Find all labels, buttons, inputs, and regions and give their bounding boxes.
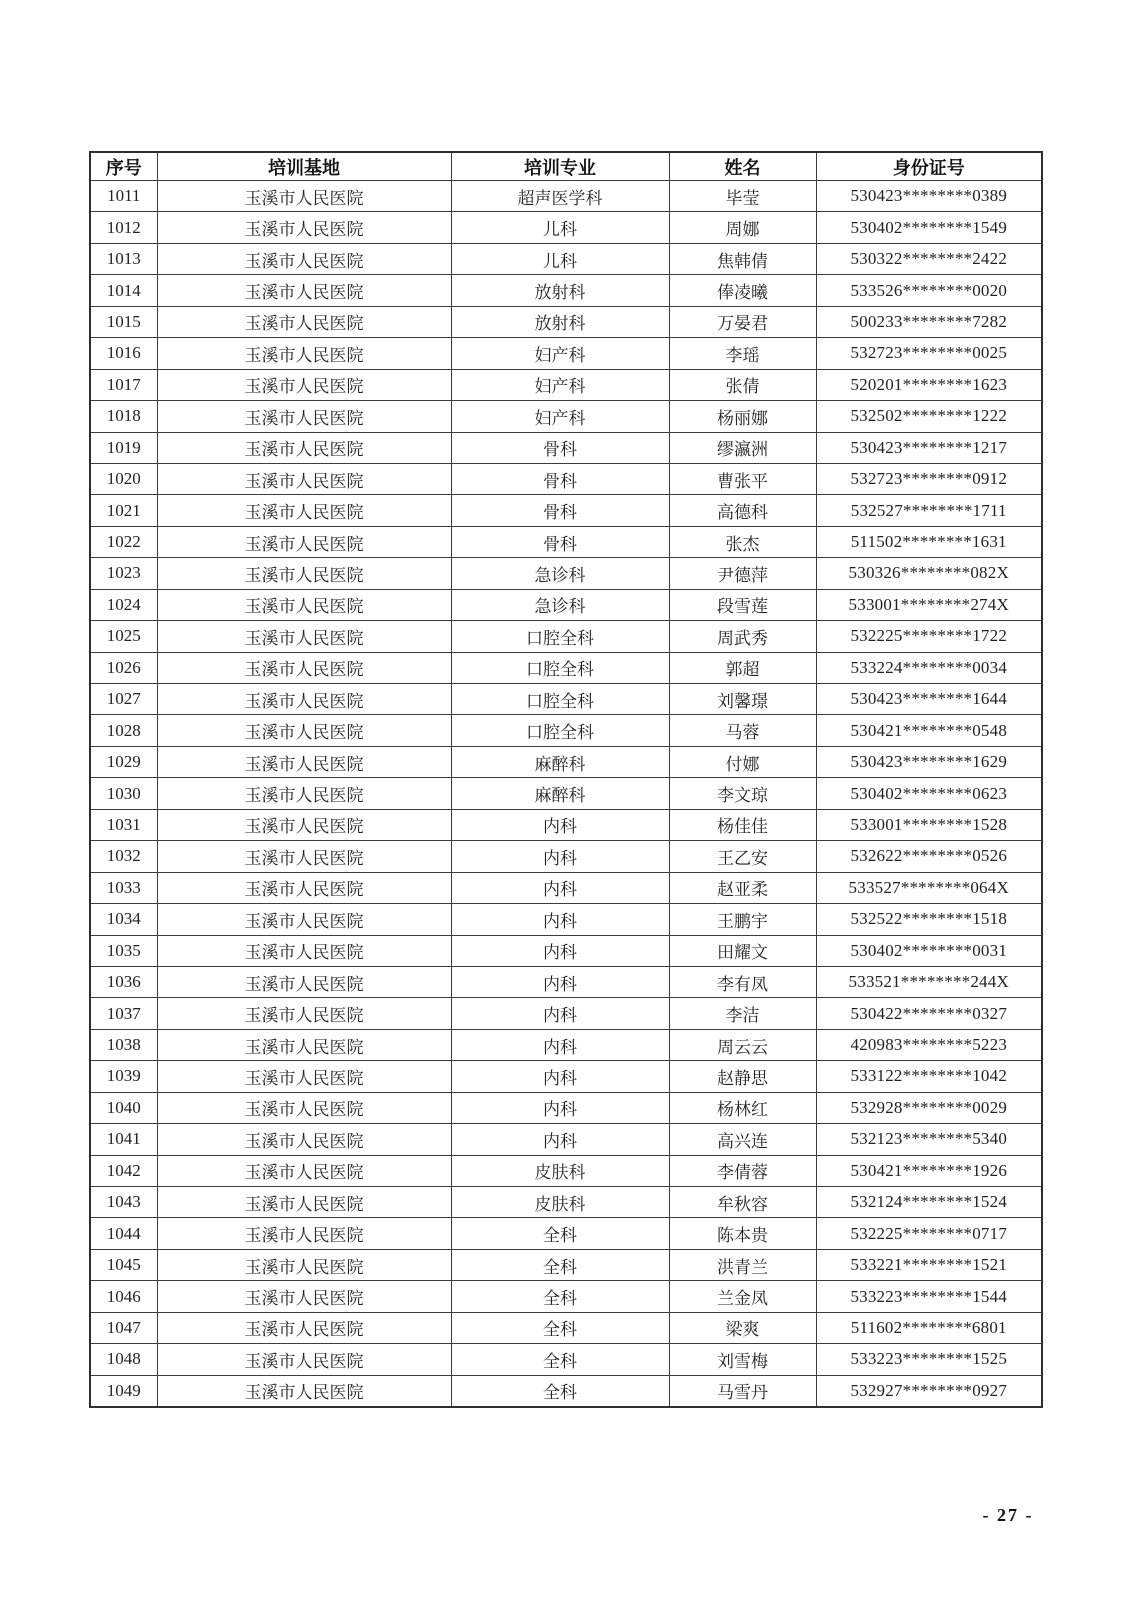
cell-name: 高德科 — [669, 495, 816, 526]
cell-serial-number: 1042 — [90, 1155, 157, 1186]
cell-id-number: 532927********0927 — [816, 1375, 1042, 1407]
cell-training-specialty: 全科 — [451, 1249, 669, 1280]
cell-serial-number: 1030 — [90, 778, 157, 809]
table-row — [90, 872, 1042, 903]
cell-serial-number: 1021 — [90, 495, 157, 526]
cell-serial-number: 1044 — [90, 1218, 157, 1249]
cell-training-base: 玉溪市人民医院 — [157, 1124, 451, 1155]
cell-training-base: 玉溪市人民医院 — [157, 401, 451, 432]
cell-training-specialty: 内科 — [451, 1029, 669, 1060]
cell-id-number: 533223********1525 — [816, 1344, 1042, 1375]
cell-serial-number: 1033 — [90, 872, 157, 903]
cell-id-number: 530423********1644 — [816, 684, 1042, 715]
cell-serial-number: 1032 — [90, 841, 157, 872]
table-row — [90, 463, 1042, 494]
cell-id-number: 533221********1521 — [816, 1249, 1042, 1280]
table-row — [90, 809, 1042, 840]
cell-name: 赵静思 — [669, 1061, 816, 1092]
cell-training-base: 玉溪市人民医院 — [157, 1061, 451, 1092]
cell-training-specialty: 内科 — [451, 935, 669, 966]
cell-name: 王鹏宇 — [669, 904, 816, 935]
cell-name: 马蓉 — [669, 715, 816, 746]
table-row — [90, 589, 1042, 620]
cell-training-base: 玉溪市人民医院 — [157, 841, 451, 872]
table-row — [90, 1218, 1042, 1249]
table-row — [90, 338, 1042, 369]
table-row — [90, 778, 1042, 809]
cell-name: 兰金凤 — [669, 1281, 816, 1312]
cell-training-specialty: 儿科 — [451, 212, 669, 243]
cell-training-specialty: 放射科 — [451, 275, 669, 306]
cell-name: 缪瀛洲 — [669, 432, 816, 463]
cell-training-specialty: 内科 — [451, 904, 669, 935]
cell-training-base: 玉溪市人民医院 — [157, 275, 451, 306]
cell-training-base: 玉溪市人民医院 — [157, 243, 451, 274]
cell-id-number: 530402********0031 — [816, 935, 1042, 966]
table-row — [90, 1187, 1042, 1218]
cell-training-base: 玉溪市人民医院 — [157, 998, 451, 1029]
cell-id-number: 530402********1549 — [816, 212, 1042, 243]
table-row — [90, 746, 1042, 777]
cell-id-number: 532225********1722 — [816, 621, 1042, 652]
cell-training-specialty: 口腔全科 — [451, 621, 669, 652]
table-header-row — [90, 152, 1042, 181]
cell-name: 刘馨璟 — [669, 684, 816, 715]
cell-name: 毕莹 — [669, 181, 816, 212]
cell-name: 陈本贵 — [669, 1218, 816, 1249]
cell-name: 周武秀 — [669, 621, 816, 652]
table-row — [90, 1092, 1042, 1123]
cell-training-base: 玉溪市人民医院 — [157, 1249, 451, 1280]
cell-name: 高兴连 — [669, 1124, 816, 1155]
cell-name: 李倩蓉 — [669, 1155, 816, 1186]
cell-training-base: 玉溪市人民医院 — [157, 432, 451, 463]
cell-name: 万晏君 — [669, 306, 816, 337]
cell-serial-number: 1013 — [90, 243, 157, 274]
table-row — [90, 432, 1042, 463]
cell-training-specialty: 全科 — [451, 1218, 669, 1249]
table-row — [90, 369, 1042, 400]
cell-training-specialty: 妇产科 — [451, 338, 669, 369]
cell-serial-number: 1011 — [90, 181, 157, 212]
cell-training-specialty: 内科 — [451, 841, 669, 872]
cell-id-number: 533001********274X — [816, 589, 1042, 620]
cell-serial-number: 1024 — [90, 589, 157, 620]
cell-name: 尹德萍 — [669, 558, 816, 589]
cell-training-specialty: 妇产科 — [451, 401, 669, 432]
cell-training-specialty: 全科 — [451, 1312, 669, 1343]
cell-training-specialty: 内科 — [451, 1061, 669, 1092]
cell-serial-number: 1016 — [90, 338, 157, 369]
table-row — [90, 212, 1042, 243]
cell-training-base: 玉溪市人民医院 — [157, 1187, 451, 1218]
cell-name: 王乙安 — [669, 841, 816, 872]
cell-id-number: 532723********0912 — [816, 463, 1042, 494]
cell-training-specialty: 放射科 — [451, 306, 669, 337]
cell-training-specialty: 超声医学科 — [451, 181, 669, 212]
cell-id-number: 533224********0034 — [816, 652, 1042, 683]
cell-training-specialty: 内科 — [451, 1092, 669, 1123]
trainee-roster-table — [89, 151, 1043, 1408]
cell-name: 牟秋容 — [669, 1187, 816, 1218]
table-row — [90, 904, 1042, 935]
cell-training-specialty: 口腔全科 — [451, 652, 669, 683]
cell-training-base: 玉溪市人民医院 — [157, 589, 451, 620]
cell-name: 付娜 — [669, 746, 816, 777]
cell-serial-number: 1045 — [90, 1249, 157, 1280]
cell-training-specialty: 麻醉科 — [451, 778, 669, 809]
cell-id-number: 533526********0020 — [816, 275, 1042, 306]
cell-name: 郭超 — [669, 652, 816, 683]
cell-id-number: 530326********082X — [816, 558, 1042, 589]
cell-training-specialty: 骨科 — [451, 526, 669, 557]
col-header-serial-number: 序号 — [90, 152, 157, 181]
cell-serial-number: 1029 — [90, 746, 157, 777]
cell-training-specialty: 内科 — [451, 809, 669, 840]
cell-serial-number: 1012 — [90, 212, 157, 243]
cell-serial-number: 1040 — [90, 1092, 157, 1123]
cell-name: 杨佳佳 — [669, 809, 816, 840]
table-row — [90, 1124, 1042, 1155]
cell-id-number: 530421********1926 — [816, 1155, 1042, 1186]
cell-id-number: 532522********1518 — [816, 904, 1042, 935]
table-row — [90, 495, 1042, 526]
cell-training-base: 玉溪市人民医院 — [157, 715, 451, 746]
cell-id-number: 532225********0717 — [816, 1218, 1042, 1249]
cell-training-base: 玉溪市人民医院 — [157, 338, 451, 369]
cell-serial-number: 1022 — [90, 526, 157, 557]
cell-name: 马雪丹 — [669, 1375, 816, 1407]
cell-id-number: 532124********1524 — [816, 1187, 1042, 1218]
col-header-id-number: 身份证号 — [816, 152, 1042, 181]
table-row — [90, 1029, 1042, 1060]
cell-id-number: 530422********0327 — [816, 998, 1042, 1029]
cell-name: 张杰 — [669, 526, 816, 557]
table-row — [90, 1344, 1042, 1375]
cell-training-base: 玉溪市人民医院 — [157, 746, 451, 777]
cell-id-number: 530423********1629 — [816, 746, 1042, 777]
cell-serial-number: 1047 — [90, 1312, 157, 1343]
cell-id-number: 530402********0623 — [816, 778, 1042, 809]
table-body — [90, 181, 1042, 1408]
table-row — [90, 243, 1042, 274]
cell-name: 李洁 — [669, 998, 816, 1029]
table-row — [90, 1155, 1042, 1186]
cell-name: 俸凌曦 — [669, 275, 816, 306]
cell-training-base: 玉溪市人民医院 — [157, 1155, 451, 1186]
cell-training-specialty: 内科 — [451, 1124, 669, 1155]
table-row — [90, 715, 1042, 746]
cell-training-specialty: 骨科 — [451, 495, 669, 526]
cell-training-base: 玉溪市人民医院 — [157, 181, 451, 212]
cell-training-specialty: 儿科 — [451, 243, 669, 274]
cell-serial-number: 1046 — [90, 1281, 157, 1312]
cell-id-number: 532723********0025 — [816, 338, 1042, 369]
cell-id-number: 532502********1222 — [816, 401, 1042, 432]
cell-serial-number: 1026 — [90, 652, 157, 683]
cell-serial-number: 1036 — [90, 966, 157, 997]
cell-id-number: 533527********064X — [816, 872, 1042, 903]
col-header-training-specialty: 培训专业 — [451, 152, 669, 181]
cell-serial-number: 1043 — [90, 1187, 157, 1218]
table-row — [90, 1249, 1042, 1280]
cell-id-number: 532622********0526 — [816, 841, 1042, 872]
table-row — [90, 1312, 1042, 1343]
cell-serial-number: 1048 — [90, 1344, 157, 1375]
cell-id-number: 530421********0548 — [816, 715, 1042, 746]
cell-serial-number: 1037 — [90, 998, 157, 1029]
cell-serial-number: 1027 — [90, 684, 157, 715]
cell-id-number: 532928********0029 — [816, 1092, 1042, 1123]
cell-training-base: 玉溪市人民医院 — [157, 558, 451, 589]
cell-id-number: 533122********1042 — [816, 1061, 1042, 1092]
cell-training-base: 玉溪市人民医院 — [157, 621, 451, 652]
table-row — [90, 1375, 1042, 1407]
cell-serial-number: 1023 — [90, 558, 157, 589]
cell-serial-number: 1049 — [90, 1375, 157, 1407]
cell-training-base: 玉溪市人民医院 — [157, 809, 451, 840]
cell-training-specialty: 骨科 — [451, 463, 669, 494]
cell-training-specialty: 急诊科 — [451, 558, 669, 589]
col-header-name: 姓名 — [669, 152, 816, 181]
cell-serial-number: 1035 — [90, 935, 157, 966]
cell-training-specialty: 皮肤科 — [451, 1155, 669, 1186]
cell-serial-number: 1028 — [90, 715, 157, 746]
cell-name: 张倩 — [669, 369, 816, 400]
col-header-training-base: 培训基地 — [157, 152, 451, 181]
cell-training-specialty: 内科 — [451, 966, 669, 997]
cell-training-specialty: 骨科 — [451, 432, 669, 463]
table-row — [90, 526, 1042, 557]
table-row — [90, 684, 1042, 715]
cell-training-specialty: 口腔全科 — [451, 684, 669, 715]
cell-training-base: 玉溪市人民医院 — [157, 1092, 451, 1123]
table-row — [90, 1281, 1042, 1312]
cell-name: 李瑶 — [669, 338, 816, 369]
cell-id-number: 532527********1711 — [816, 495, 1042, 526]
cell-name: 曹张平 — [669, 463, 816, 494]
cell-training-base: 玉溪市人民医院 — [157, 1029, 451, 1060]
page-number: - 27 - — [982, 1505, 1034, 1525]
cell-training-specialty: 全科 — [451, 1344, 669, 1375]
cell-serial-number: 1025 — [90, 621, 157, 652]
table-row — [90, 841, 1042, 872]
cell-id-number: 533223********1544 — [816, 1281, 1042, 1312]
table-row — [90, 306, 1042, 337]
table-row — [90, 652, 1042, 683]
cell-training-base: 玉溪市人民医院 — [157, 778, 451, 809]
cell-training-base: 玉溪市人民医院 — [157, 872, 451, 903]
table-row — [90, 181, 1042, 212]
cell-training-base: 玉溪市人民医院 — [157, 684, 451, 715]
cell-name: 李文琼 — [669, 778, 816, 809]
cell-training-specialty: 妇产科 — [451, 369, 669, 400]
cell-id-number: 511502********1631 — [816, 526, 1042, 557]
cell-name: 梁爽 — [669, 1312, 816, 1343]
cell-name: 杨林红 — [669, 1092, 816, 1123]
cell-id-number: 530423********0389 — [816, 181, 1042, 212]
cell-training-specialty: 口腔全科 — [451, 715, 669, 746]
cell-serial-number: 1015 — [90, 306, 157, 337]
cell-training-specialty: 皮肤科 — [451, 1187, 669, 1218]
table-row — [90, 275, 1042, 306]
cell-training-specialty: 麻醉科 — [451, 746, 669, 777]
cell-name: 刘雪梅 — [669, 1344, 816, 1375]
cell-training-base: 玉溪市人民医院 — [157, 1312, 451, 1343]
cell-training-specialty: 急诊科 — [451, 589, 669, 620]
table-row — [90, 935, 1042, 966]
table-row — [90, 558, 1042, 589]
cell-serial-number: 1019 — [90, 432, 157, 463]
cell-training-base: 玉溪市人民医院 — [157, 463, 451, 494]
cell-training-base: 玉溪市人民医院 — [157, 212, 451, 243]
cell-id-number: 532123********5340 — [816, 1124, 1042, 1155]
cell-name: 周云云 — [669, 1029, 816, 1060]
cell-serial-number: 1031 — [90, 809, 157, 840]
cell-training-base: 玉溪市人民医院 — [157, 306, 451, 337]
cell-training-specialty: 内科 — [451, 998, 669, 1029]
cell-name: 李有凤 — [669, 966, 816, 997]
cell-training-base: 玉溪市人民医院 — [157, 1375, 451, 1407]
cell-serial-number: 1041 — [90, 1124, 157, 1155]
cell-serial-number: 1034 — [90, 904, 157, 935]
cell-serial-number: 1038 — [90, 1029, 157, 1060]
cell-training-specialty: 全科 — [451, 1281, 669, 1312]
table-row — [90, 401, 1042, 432]
table-row — [90, 621, 1042, 652]
cell-training-base: 玉溪市人民医院 — [157, 1344, 451, 1375]
cell-id-number: 530322********2422 — [816, 243, 1042, 274]
cell-training-base: 玉溪市人民医院 — [157, 652, 451, 683]
cell-id-number: 500233********7282 — [816, 306, 1042, 337]
table-row — [90, 998, 1042, 1029]
cell-name: 周娜 — [669, 212, 816, 243]
cell-id-number: 533001********1528 — [816, 809, 1042, 840]
cell-training-base: 玉溪市人民医院 — [157, 935, 451, 966]
table-row — [90, 966, 1042, 997]
cell-serial-number: 1017 — [90, 369, 157, 400]
cell-id-number: 520201********1623 — [816, 369, 1042, 400]
cell-training-base: 玉溪市人民医院 — [157, 1218, 451, 1249]
cell-serial-number: 1020 — [90, 463, 157, 494]
cell-training-base: 玉溪市人民医院 — [157, 495, 451, 526]
cell-id-number: 511602********6801 — [816, 1312, 1042, 1343]
cell-name: 赵亚柔 — [669, 872, 816, 903]
cell-training-base: 玉溪市人民医院 — [157, 369, 451, 400]
cell-serial-number: 1039 — [90, 1061, 157, 1092]
cell-id-number: 420983********5223 — [816, 1029, 1042, 1060]
cell-training-specialty: 内科 — [451, 872, 669, 903]
cell-training-base: 玉溪市人民医院 — [157, 1281, 451, 1312]
cell-name: 洪青兰 — [669, 1249, 816, 1280]
cell-id-number: 530423********1217 — [816, 432, 1042, 463]
cell-training-specialty: 全科 — [451, 1375, 669, 1407]
cell-id-number: 533521********244X — [816, 966, 1042, 997]
table-row — [90, 1061, 1042, 1092]
cell-serial-number: 1018 — [90, 401, 157, 432]
cell-name: 段雪莲 — [669, 589, 816, 620]
cell-name: 田耀文 — [669, 935, 816, 966]
cell-serial-number: 1014 — [90, 275, 157, 306]
cell-training-base: 玉溪市人民医院 — [157, 526, 451, 557]
cell-training-base: 玉溪市人民医院 — [157, 966, 451, 997]
cell-name: 杨丽娜 — [669, 401, 816, 432]
cell-name: 焦韩倩 — [669, 243, 816, 274]
cell-training-base: 玉溪市人民医院 — [157, 904, 451, 935]
